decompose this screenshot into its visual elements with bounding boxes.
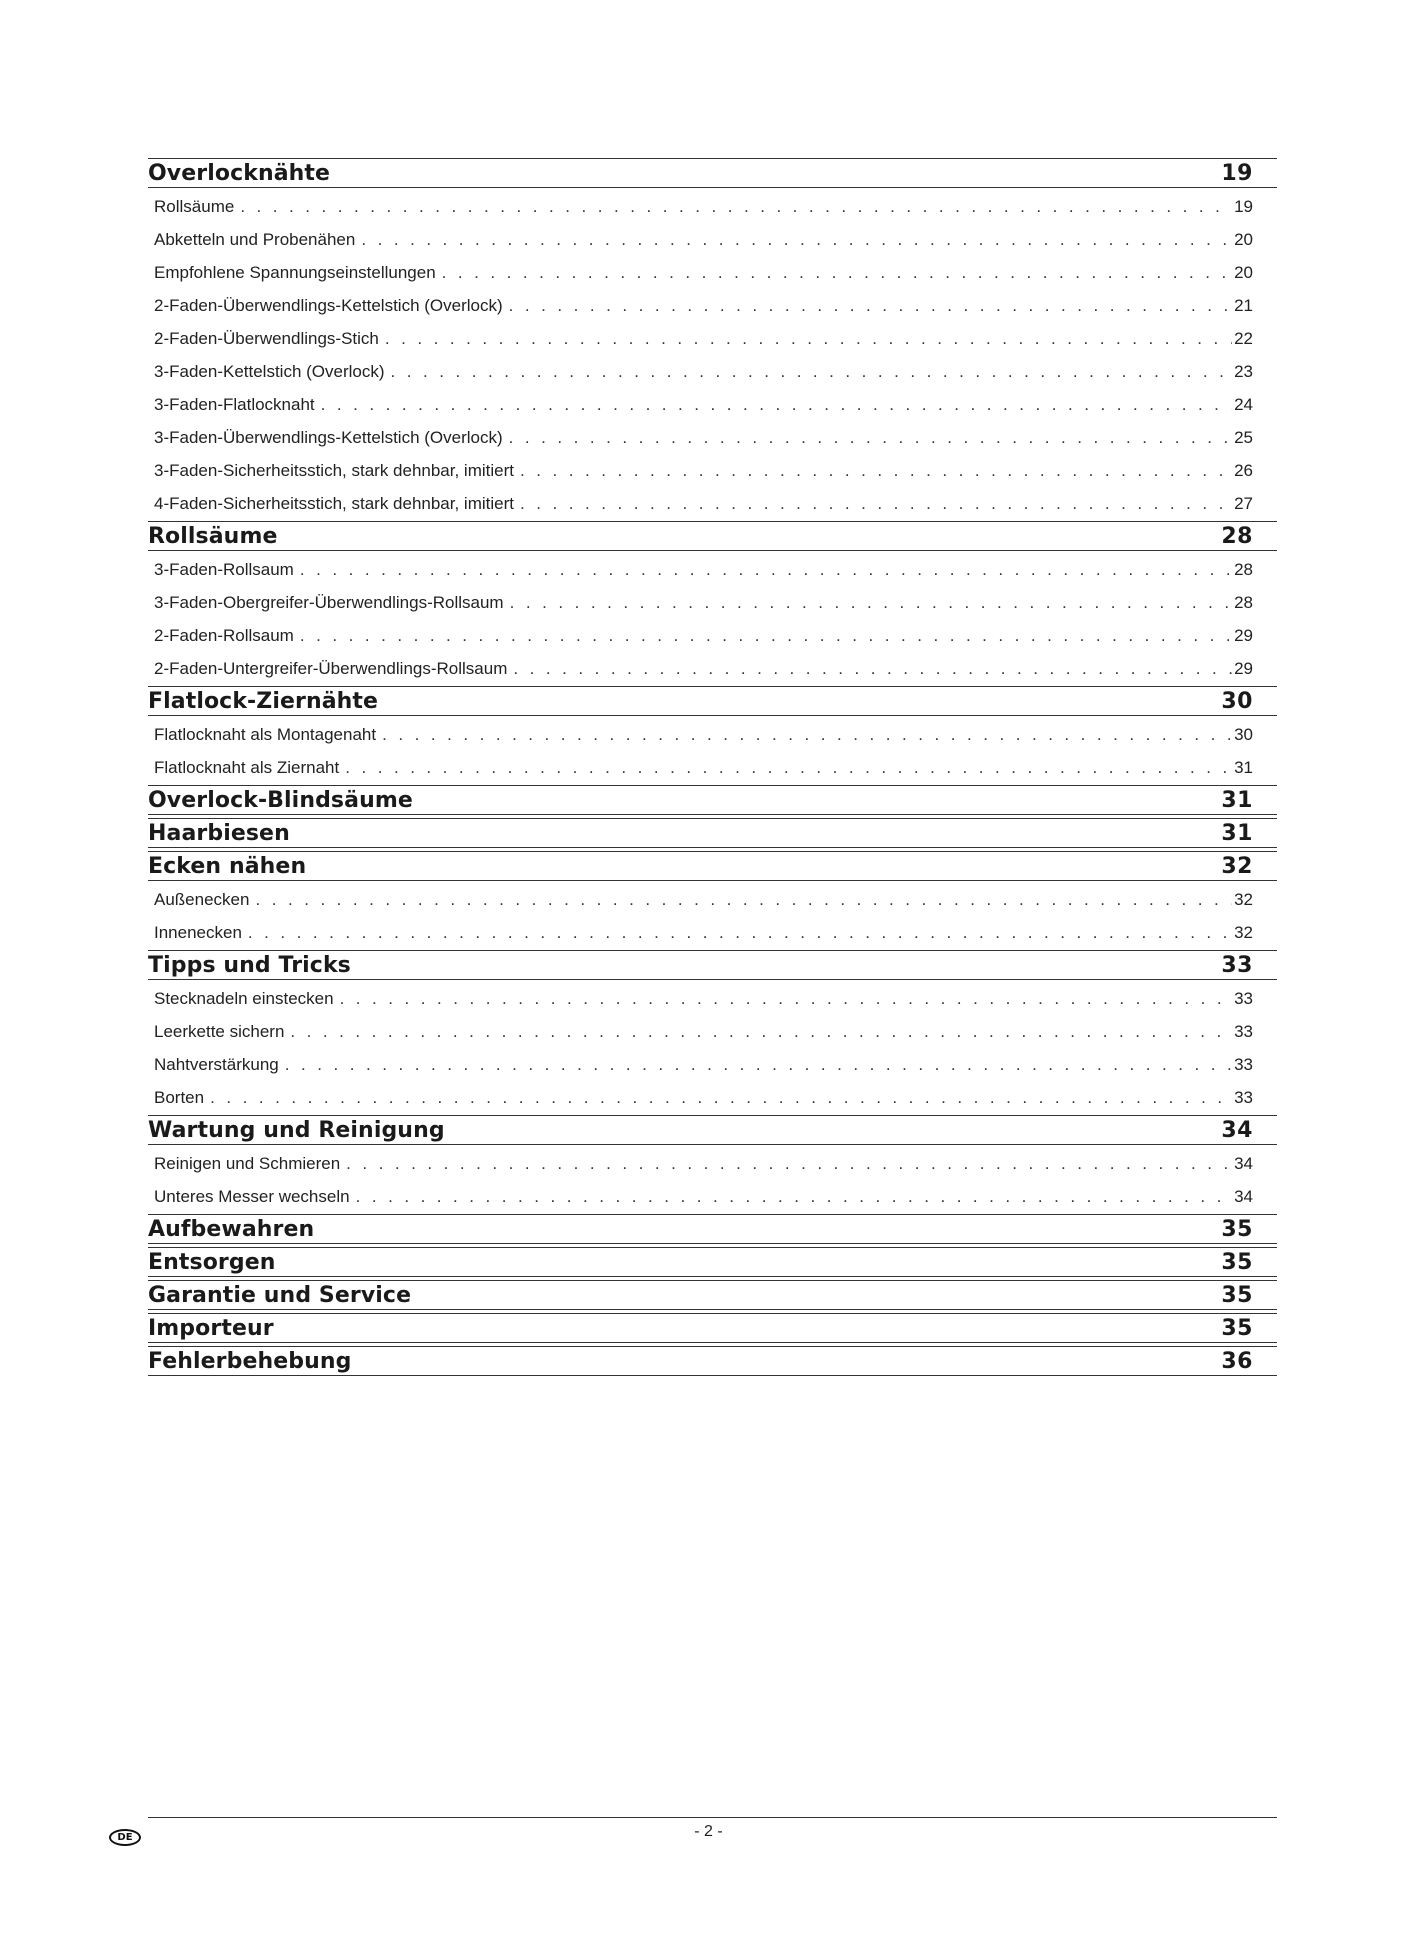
toc-entry-label: 2-Faden-Rollsaum <box>154 626 294 645</box>
section-page-number: 33 <box>1221 953 1253 978</box>
dot-leader <box>442 263 1232 283</box>
toc-entry-label: 3-Faden-Rollsaum <box>154 560 294 579</box>
toc-entry-label: Flatlocknaht als Ziernaht <box>154 758 340 777</box>
toc-entry[interactable] <box>148 983 1277 1016</box>
toc-entry[interactable] <box>148 1049 1277 1082</box>
toc-section-heading[interactable] <box>148 1280 1277 1310</box>
toc-entry[interactable] <box>148 653 1277 686</box>
dot-leader <box>300 560 1232 580</box>
toc-entry-page-number: 24 <box>1234 395 1253 414</box>
toc-section-heading[interactable] <box>148 851 1277 881</box>
toc-section-heading[interactable] <box>148 818 1277 848</box>
toc-entry-list <box>148 884 1277 950</box>
toc-entry-page-number: 34 <box>1234 1154 1253 1173</box>
toc-entry[interactable] <box>148 191 1277 224</box>
section-title: Entsorgen <box>148 1250 276 1275</box>
toc-entry-page-number: 33 <box>1234 1055 1253 1074</box>
toc-entry[interactable] <box>148 1016 1277 1049</box>
dot-leader <box>382 725 1232 745</box>
toc-section <box>148 686 1277 785</box>
toc-entry[interactable] <box>148 917 1277 950</box>
section-page-number: 34 <box>1221 1118 1253 1143</box>
toc-entry-page-number: 21 <box>1234 296 1253 315</box>
section-title: Importeur <box>148 1316 274 1341</box>
toc-entry-page-number: 22 <box>1234 329 1253 348</box>
section-title: Fehlerbehebung <box>148 1349 352 1374</box>
toc-section <box>148 1247 1277 1277</box>
section-title: Ecken nähen <box>148 854 307 879</box>
toc-section <box>148 1115 1277 1214</box>
toc-entry[interactable] <box>148 554 1277 587</box>
toc-entry[interactable] <box>148 389 1277 422</box>
dot-leader <box>248 923 1232 943</box>
toc-section <box>148 950 1277 1115</box>
toc-entry-label: Reinigen und Schmieren <box>154 1154 341 1173</box>
dot-leader <box>391 362 1233 382</box>
toc-entry-page-number: 34 <box>1234 1187 1253 1206</box>
toc-entry[interactable] <box>148 719 1277 752</box>
toc-entry-page-number: 26 <box>1234 461 1253 480</box>
toc-section-heading[interactable] <box>148 1115 1277 1145</box>
dot-leader <box>340 989 1233 1009</box>
toc-entry-page-number: 31 <box>1234 758 1253 777</box>
section-page-number: 32 <box>1221 854 1253 879</box>
toc-section <box>148 158 1277 521</box>
toc-entry[interactable] <box>148 620 1277 653</box>
section-title: Aufbewahren <box>148 1217 315 1242</box>
toc-section-heading[interactable] <box>148 158 1277 188</box>
toc-entry-list <box>148 983 1277 1115</box>
toc-entry[interactable] <box>148 455 1277 488</box>
dot-leader <box>509 296 1232 316</box>
dot-leader <box>509 428 1232 448</box>
section-page-number: 31 <box>1221 788 1253 813</box>
toc-entry-label: 2-Faden-Überwendlings-Kettelstich (Overlock) <box>154 296 503 315</box>
toc-entry-page-number: 33 <box>1234 1088 1253 1107</box>
dot-leader <box>345 758 1232 778</box>
toc-entry[interactable] <box>148 1181 1277 1214</box>
section-title: Overlocknähte <box>148 161 331 186</box>
toc-entry-page-number: 32 <box>1234 923 1253 942</box>
toc-section <box>148 851 1277 950</box>
toc-entry-label: Stecknadeln einstecken <box>154 989 334 1008</box>
toc-entry-label: 2-Faden-Untergreifer-Überwendlings-Rollsaum <box>154 659 508 678</box>
section-title: Overlock-Blindsäume <box>148 788 413 813</box>
toc-entry-page-number: 33 <box>1234 989 1253 1008</box>
toc-entry[interactable] <box>148 1148 1277 1181</box>
toc-entry[interactable] <box>148 587 1277 620</box>
toc-section-heading[interactable] <box>148 1247 1277 1277</box>
toc-entry-page-number: 28 <box>1234 593 1253 612</box>
section-page-number: 31 <box>1221 821 1253 846</box>
section-page-number: 36 <box>1221 1349 1253 1374</box>
toc-section-heading[interactable] <box>148 950 1277 980</box>
toc-entry[interactable] <box>148 290 1277 323</box>
toc-entry[interactable] <box>148 356 1277 389</box>
dot-leader <box>520 494 1232 514</box>
toc-entry-page-number: 32 <box>1234 890 1253 909</box>
toc-section <box>148 1280 1277 1310</box>
toc-entry-page-number: 33 <box>1234 1022 1253 1041</box>
dot-leader <box>321 395 1232 415</box>
section-title: Rollsäume <box>148 524 278 549</box>
toc-entry-page-number: 27 <box>1234 494 1253 513</box>
toc-entry-page-number: 20 <box>1234 230 1253 249</box>
toc-entry-page-number: 20 <box>1234 263 1253 282</box>
toc-section <box>148 785 1277 815</box>
toc-entry-label: Abketteln und Probenähen <box>154 230 356 249</box>
toc-entry-list <box>148 719 1277 785</box>
toc-entry-label: Unteres Messer wechseln <box>154 1187 350 1206</box>
toc-entry-list <box>148 1148 1277 1214</box>
toc-entry-label: 4-Faden-Sicherheitsstich, stark dehnbar, imitiert <box>154 494 514 513</box>
toc-entry-label: Flatlocknaht als Montagenaht <box>154 725 377 744</box>
section-page-number: 35 <box>1221 1283 1253 1308</box>
toc-section-heading[interactable] <box>148 521 1277 551</box>
toc-entry[interactable] <box>148 884 1277 917</box>
dot-leader <box>356 1187 1233 1207</box>
dot-leader <box>510 593 1232 613</box>
footer-divider <box>148 1817 1277 1818</box>
toc-entry[interactable] <box>148 257 1277 290</box>
section-page-number: 19 <box>1221 161 1253 186</box>
toc-entry[interactable] <box>148 488 1277 521</box>
dot-leader <box>285 1055 1232 1075</box>
section-page-number: 35 <box>1221 1316 1253 1341</box>
section-page-number: 35 <box>1221 1217 1253 1242</box>
language-badge: DE <box>109 1829 141 1846</box>
toc-entry-label: 3-Faden-Kettelstich (Overlock) <box>154 362 385 381</box>
toc-entry-list <box>148 554 1277 686</box>
toc-section-heading[interactable] <box>148 686 1277 716</box>
toc-section-heading[interactable] <box>148 785 1277 815</box>
toc-entry-page-number: 29 <box>1234 659 1253 678</box>
toc-entry-label: 2-Faden-Überwendlings-Stich <box>154 329 379 348</box>
dot-leader <box>290 1022 1232 1042</box>
toc-entry[interactable] <box>148 224 1277 257</box>
toc-section <box>148 1313 1277 1343</box>
toc-entry-label: Rollsäume <box>154 197 235 216</box>
toc-entry-label: Nahtverstärkung <box>154 1055 279 1074</box>
toc-entry-page-number: 23 <box>1234 362 1253 381</box>
toc-entry-page-number: 29 <box>1234 626 1253 645</box>
section-title: Garantie und Service <box>148 1283 412 1308</box>
dot-leader <box>346 1154 1232 1174</box>
toc-entry-label: Borten <box>154 1088 205 1107</box>
toc-entry[interactable] <box>148 752 1277 785</box>
toc-entry-list <box>148 191 1277 521</box>
toc-section-heading[interactable] <box>148 1346 1277 1376</box>
toc-entry-label: 3-Faden-Sicherheitsstich, stark dehnbar, imitiert <box>154 461 514 480</box>
dot-leader <box>300 626 1232 646</box>
toc-entry-label: 3-Faden-Flatlocknaht <box>154 395 315 414</box>
dot-leader <box>240 197 1232 217</box>
toc-entry-label: Innenecken <box>154 923 242 942</box>
dot-leader <box>361 230 1232 250</box>
toc-section <box>148 1214 1277 1244</box>
section-title: Haarbiesen <box>148 821 290 846</box>
toc-entry-label: Außenecken <box>154 890 250 909</box>
section-title: Wartung und Reinigung <box>148 1118 445 1143</box>
toc-entry-page-number: 25 <box>1234 428 1253 447</box>
dot-leader <box>255 890 1232 910</box>
toc-entry[interactable] <box>148 422 1277 455</box>
toc-entry-page-number: 19 <box>1234 197 1253 216</box>
toc-entry-label: Empfohlene Spannungseinstellungen <box>154 263 436 282</box>
toc-entry-page-number: 28 <box>1234 560 1253 579</box>
dot-leader <box>513 659 1232 679</box>
toc-entry-label: Leerkette sichern <box>154 1022 285 1041</box>
page-number: - 2 - <box>694 1823 723 1840</box>
toc-entry[interactable] <box>148 323 1277 356</box>
toc-section-heading[interactable] <box>148 1214 1277 1244</box>
section-page-number: 35 <box>1221 1250 1253 1275</box>
table-of-contents <box>148 158 1277 1379</box>
section-page-number: 28 <box>1221 524 1253 549</box>
dot-leader <box>385 329 1232 349</box>
section-title: Flatlock-Ziernähte <box>148 689 379 714</box>
toc-entry-label: 3-Faden-Überwendlings-Kettelstich (Overlock) <box>154 428 503 447</box>
toc-section <box>148 521 1277 686</box>
toc-entry-label: 3-Faden-Obergreifer-Überwendlings-Rollsaum <box>154 593 504 612</box>
section-page-number: 30 <box>1221 689 1253 714</box>
toc-section <box>148 1346 1277 1376</box>
toc-section-heading[interactable] <box>148 1313 1277 1343</box>
dot-leader <box>210 1088 1232 1108</box>
toc-section <box>148 818 1277 848</box>
toc-entry-page-number: 30 <box>1234 725 1253 744</box>
toc-entry[interactable] <box>148 1082 1277 1115</box>
dot-leader <box>520 461 1232 481</box>
section-title: Tipps und Tricks <box>148 953 351 978</box>
